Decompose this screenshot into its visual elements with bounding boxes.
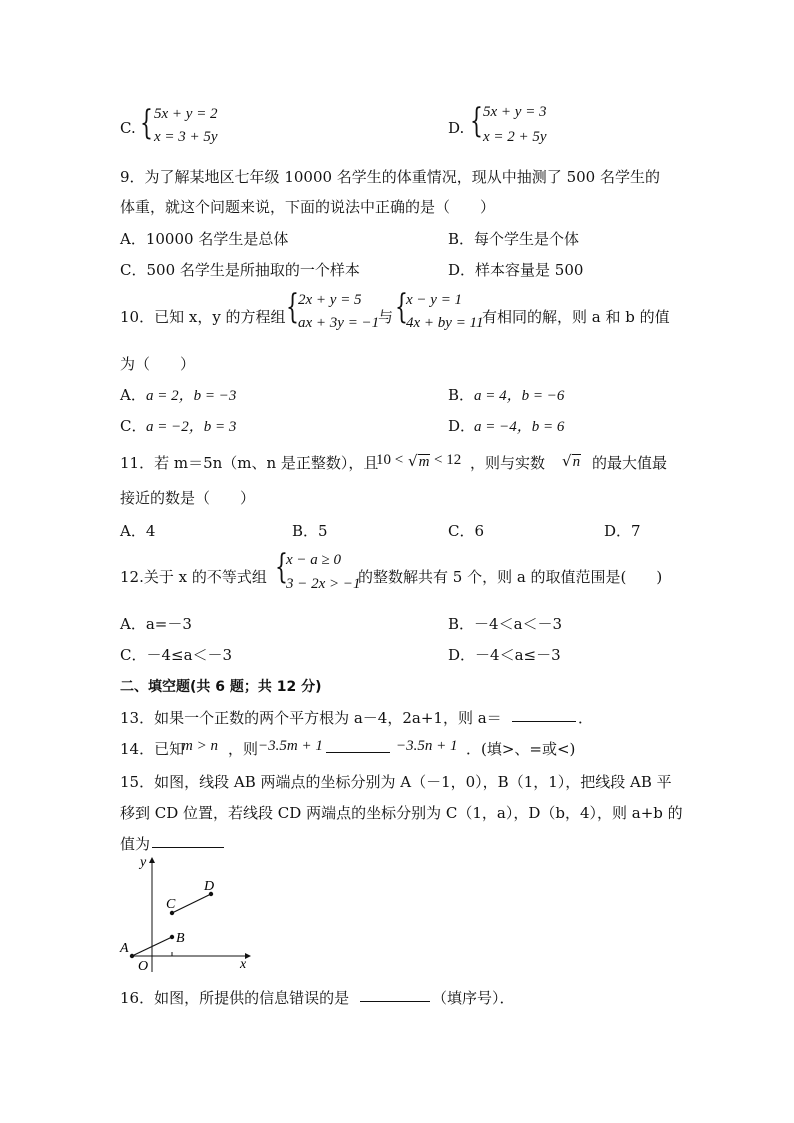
q10-prefix: 10．已知 x，y 的方程组 bbox=[120, 308, 286, 326]
y-axis-label: y bbox=[140, 855, 147, 870]
q9-line-1: 9．为了解某地区七年级 10000 名学生的体重情况，现从中抽测了 500 名学生的 bbox=[120, 168, 660, 186]
q10-suffix: 有相同的解，则 a 和 b 的值 bbox=[482, 308, 670, 326]
q10-option-b: a = 4，b = −6 bbox=[474, 388, 565, 404]
q8-option-d-eq1: 5x + y = 3 bbox=[483, 104, 547, 120]
q8-option-c-eq2: x = 3 + 5y bbox=[154, 129, 218, 145]
q14-condition: m > n bbox=[182, 738, 218, 754]
q11-mid: ，则与实数 bbox=[470, 454, 546, 472]
q8-option-c-eq1: 5x + y = 2 bbox=[154, 106, 218, 122]
section-2-title: 二、填空题(共 6 题；共 12 分) bbox=[120, 679, 322, 695]
q11-option-c: C．6 bbox=[448, 522, 485, 540]
q12-option-b: B．－4＜a＜－3 bbox=[448, 615, 563, 633]
point-b-label: B bbox=[176, 931, 185, 946]
q10-system-2-eq1: x − y = 1 bbox=[406, 292, 463, 308]
q9-option-c: C．500 名学生是所抽取的一个样本 bbox=[120, 261, 360, 279]
q11-option-d: D．7 bbox=[604, 522, 641, 540]
q9-option-a: A．10000 名学生是总体 bbox=[120, 230, 289, 248]
q11-option-b: B．5 bbox=[292, 522, 328, 540]
q11-sqrt-n: √n bbox=[562, 452, 581, 470]
q16-suffix: （填序号）． bbox=[432, 989, 515, 1007]
q13-end: ． bbox=[578, 709, 594, 727]
q10-option-b-label: B． bbox=[448, 386, 475, 404]
q10-option-a: a = 2，b = −3 bbox=[146, 388, 237, 404]
q14-left-expr: −3.5m + 1 bbox=[258, 738, 323, 754]
q12-system-eq2: 3 − 2x > −1 bbox=[286, 576, 361, 592]
q8-option-d-brace: { bbox=[470, 101, 483, 141]
q8-option-d-label: D. bbox=[448, 119, 465, 137]
q10-mid: 与 bbox=[378, 308, 394, 326]
q11-suffix: 的最大值最 bbox=[592, 454, 668, 472]
q16-answer-blank[interactable] bbox=[360, 987, 430, 1002]
point-b bbox=[170, 935, 174, 939]
q10-system-2-eq2: 4x + by = 11 bbox=[406, 315, 484, 331]
q11-ineq-left: 10 < bbox=[376, 452, 404, 468]
q12-suffix: 的整数解共有 5 个，则 a 的取值范围是( ) bbox=[358, 568, 663, 586]
point-a bbox=[130, 954, 134, 958]
q16-text: 16．如图，所提供的信息错误的是 bbox=[120, 989, 350, 1007]
q13-text: 13．如果一个正数的两个平方根为 a－4，2a+1，则 a＝ bbox=[120, 709, 502, 727]
q10-system-1-eq1: 2x + y = 5 bbox=[298, 292, 362, 308]
q15-line-1: 15．如图，线段 AB 两端点的坐标分别为 A（－1，0），B（1，1），把线段 AB 平 bbox=[120, 773, 672, 791]
q10-option-c-label: C． bbox=[120, 417, 147, 435]
q10-option-c: a = −2，b = 3 bbox=[146, 419, 237, 435]
q14-answer-blank[interactable] bbox=[326, 738, 390, 753]
q8-option-c-brace: { bbox=[140, 103, 153, 143]
q13-answer-blank[interactable] bbox=[512, 707, 576, 722]
q8-option-c-label: C. bbox=[120, 119, 136, 137]
q12-system-eq1: x − a ≥ 0 bbox=[286, 552, 342, 568]
q15-line-2: 移到 CD 位置，若线段 CD 两端点的坐标分别为 C（1，a），D（b，4），则 a+b 的 bbox=[120, 804, 683, 822]
point-c-label: C bbox=[166, 897, 176, 912]
point-d-label: D bbox=[204, 879, 215, 894]
q14-mid: ，则 bbox=[228, 740, 259, 758]
q11-line-2: 接近的数是（ ） bbox=[120, 489, 256, 507]
q11-ineq-right: < 12 bbox=[434, 452, 462, 468]
q11-sqrt-m: √m bbox=[408, 452, 430, 470]
q9-line-2: 体重，就这个问题来说，下面的说法中正确的是（ ） bbox=[120, 198, 496, 216]
q9-option-b: B．每个学生是个体 bbox=[448, 230, 580, 248]
coordinate-figure bbox=[116, 852, 256, 974]
q9-option-d: D．样本容量是 500 bbox=[448, 261, 584, 279]
q10-system-1-brace: { bbox=[286, 287, 299, 327]
q10-line-2: 为（ ） bbox=[120, 355, 196, 373]
q10-option-d-label: D． bbox=[448, 417, 476, 435]
origin-label: O bbox=[138, 959, 149, 974]
q15-answer-blank[interactable] bbox=[152, 833, 224, 848]
segment-cd bbox=[172, 894, 211, 913]
q8-option-d-eq2: x = 2 + 5y bbox=[483, 129, 547, 145]
q12-option-c: C．－4≤a＜－3 bbox=[120, 646, 233, 664]
q11-prefix: 11．若 m＝5n（m、n 是正整数），且 bbox=[120, 454, 379, 472]
q15-line-3: 值为 bbox=[120, 835, 151, 853]
q11-sqrt-m-var: m bbox=[418, 454, 430, 470]
q12-option-d: D．－4＜a≤－3 bbox=[448, 646, 561, 664]
q14-suffix: ．(填>、=或<) bbox=[466, 740, 576, 758]
q12-prefix: 12.关于 x 的不等式组 bbox=[120, 568, 267, 586]
q11-option-a: A．4 bbox=[120, 522, 156, 540]
q12-system-brace: { bbox=[275, 547, 288, 587]
q10-system-1-eq2: ax + 3y = −1 bbox=[298, 315, 380, 331]
q14-prefix: 14．已知 bbox=[120, 740, 185, 758]
q12-option-a: A．a=－3 bbox=[120, 615, 192, 633]
q10-option-a-label: A． bbox=[120, 386, 146, 404]
q10-system-2-brace: { bbox=[395, 287, 408, 327]
q10-option-d: a = −4，b = 6 bbox=[474, 419, 565, 435]
x-axis-label: x bbox=[240, 957, 247, 972]
q11-sqrt-n-var: n bbox=[572, 454, 581, 470]
point-a-label: A bbox=[120, 941, 129, 956]
q14-right-expr: −3.5n + 1 bbox=[396, 738, 458, 754]
